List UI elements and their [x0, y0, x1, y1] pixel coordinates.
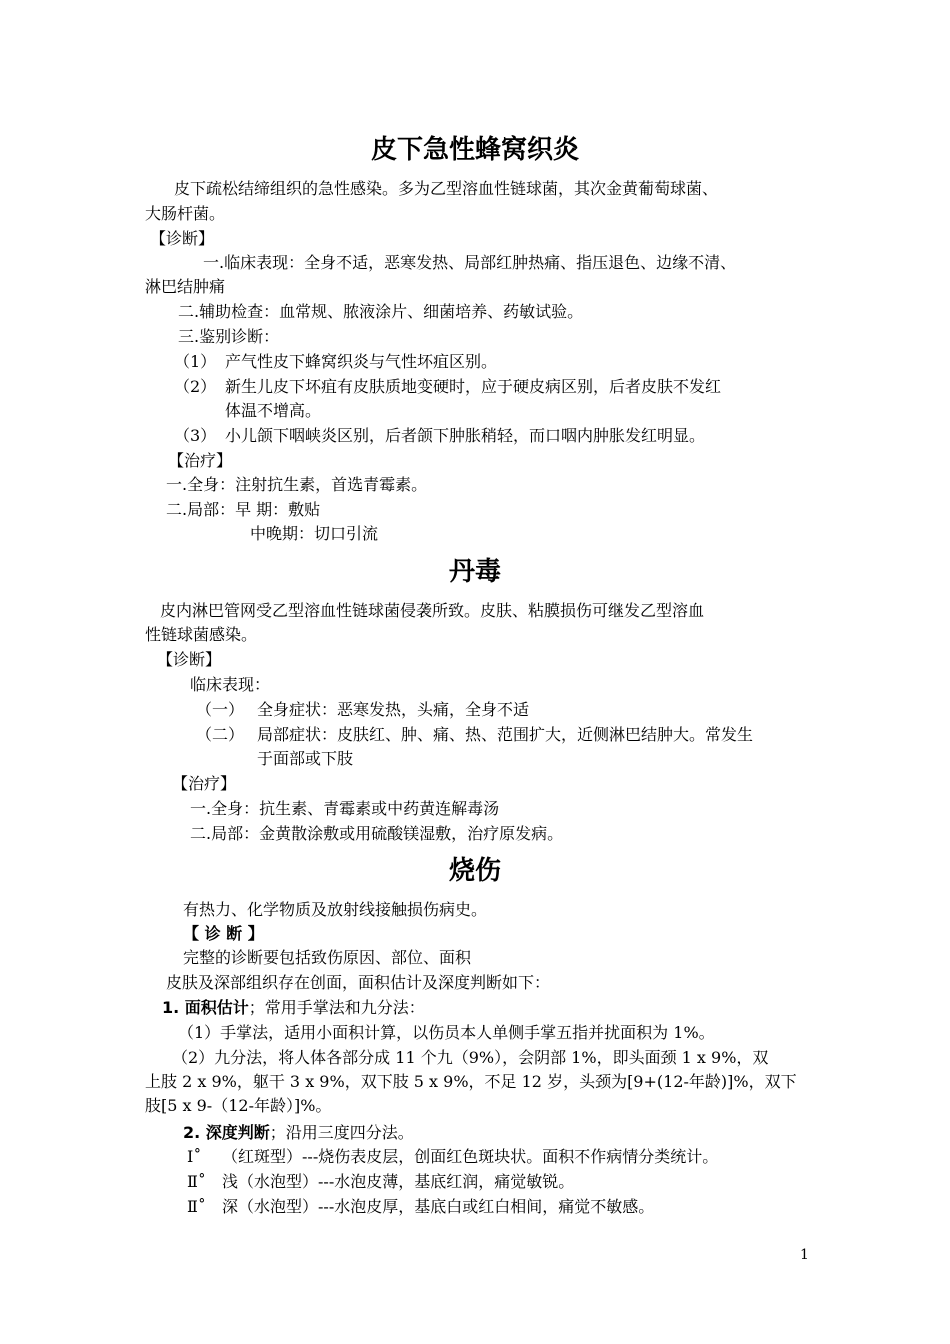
burn-degree-label: Ⅱ˚ — [187, 1197, 206, 1216]
paragraph-line: 皮肤及深部组织存在创面，面积估计及深度判断如下： — [166, 973, 551, 992]
paragraph-line: 一.临床表现：全身不适，恶寒发热、局部红肿热痛、指压退色、边缘不清、 — [203, 253, 737, 272]
paragraph-line: 皮下疏松结缔组织的急性感染。多为乙型溶血性链球菌，其次金黄葡萄球菌、 — [174, 179, 719, 198]
list-item-text: 于面部或下肢 — [257, 749, 354, 768]
list-item-number: （一） — [196, 700, 245, 719]
section-title-erysipelas: 丹毒 — [448, 557, 501, 587]
page-number: 1 — [800, 1247, 809, 1263]
depth-judgement-label: 2. 深度判断 — [183, 1123, 270, 1142]
paragraph-line: 二.辅助检查：血常规、脓液涂片、细菌培养、药敏试验。 — [178, 302, 584, 321]
list-item-text: 全身症状：恶寒发热，头痛，全身不适 — [257, 700, 530, 719]
list-item-text: 新生儿皮下坏疽有皮肤质地变硬时，应于硬皮病区别，后者皮肤不发红 — [225, 377, 722, 396]
depth-judgement-text: ；沿用三度四分法。 — [269, 1123, 414, 1142]
list-item-text: 局部症状：皮肤红、肿、痛、热、范围扩大，近侧淋巴结肿大。常发生 — [257, 725, 754, 744]
list-item-number: （二） — [196, 725, 245, 744]
section-title-burns: 烧伤 — [448, 856, 501, 886]
burn-degree-label: Ⅰ˚ — [187, 1147, 202, 1166]
section-title-cellulitis: 皮下急性蜂窝织炎 — [370, 135, 579, 165]
burn-degree-text: 深（水泡型）---水泡皮厚，基底白或红白相间，痛觉不敏感。 — [222, 1197, 655, 1216]
paragraph-line: （1）手掌法，适用小面积计算，以伤员本人单侧手掌五指并扰面积为 1%。 — [178, 1023, 715, 1042]
section-heading-diagnosis: 【诊断】 — [150, 229, 215, 248]
paragraph-line: 有热力、化学物质及放射线接触损伤病史。 — [183, 900, 488, 919]
paragraph-line: 上肢 2 x 9%，躯干 3 x 9%，双下肢 5 x 9%，不足 12 岁，头颈为[9+(12-年龄)]%，双下 — [145, 1072, 797, 1091]
paragraph-line — [162, 997, 425, 1019]
area-estimation-label: 1. 面积估计 — [162, 998, 249, 1017]
area-estimation-text: ；常用手掌法和九分法： — [248, 998, 425, 1017]
burn-degree-label: Ⅱ˚ — [187, 1172, 206, 1191]
list-item-text: 体温不增高。 — [225, 401, 322, 420]
section-heading-treatment: 【治疗】 — [172, 774, 237, 793]
paragraph-line: 临床表现： — [190, 675, 271, 694]
paragraph-line: 淋巴结肿痛 — [145, 277, 226, 296]
paragraph-line: 一.全身：注射抗生素，首选青霉素。 — [166, 475, 428, 494]
paragraph-line: 完整的诊断要包括致伤原因、部位、面积 — [183, 948, 472, 967]
section-heading-treatment: 【治疗】 — [168, 451, 233, 470]
paragraph-line: 一.全身：抗生素、青霉素或中药黄连解毒汤 — [190, 799, 500, 818]
list-item-number: （3） — [174, 426, 217, 445]
list-item-number: （1） — [174, 352, 217, 371]
list-item-text: 产气性皮下蜂窝织炎与气性坏疽区别。 — [225, 352, 498, 371]
paragraph-line: 性链球菌感染。 — [145, 625, 258, 644]
paragraph-line: 肢[5 x 9-（12-年龄）]%。 — [145, 1096, 332, 1115]
list-item-text: 小儿颌下咽峡炎区别，后者颌下肿胀稍轻，而口咽内肿胀发红明显。 — [225, 426, 706, 445]
list-item-number: （2） — [174, 377, 217, 396]
paragraph-line: 二.局部：金黄散涂敷或用硫酸镁湿敷，治疗原发病。 — [190, 824, 564, 843]
section-heading-diagnosis: 【诊断】 — [157, 650, 222, 669]
paragraph-line: 三.鉴别诊断： — [178, 327, 280, 346]
paragraph-line: （2）九分法，将人体各部分成 11 个九（9%），会阴部 1%，即头面颈 1 x 9%，双 — [172, 1048, 769, 1067]
paragraph-line: 中晚期：切口引流 — [250, 524, 379, 543]
paragraph-line: 皮内淋巴管网受乙型溶血性链球菌侵袭所致。皮肤、粘膜损伤可继发乙型溶血 — [160, 601, 705, 620]
paragraph-line: 大肠杆菌。 — [145, 204, 226, 223]
burn-degree-text: （红斑型）---烧伤表皮层，创面红色斑块状。面积不作病情分类统计。 — [222, 1147, 719, 1166]
burn-degree-text: 浅（水泡型）---水泡皮薄，基底红润，痛觉敏锐。 — [222, 1172, 575, 1191]
section-heading-diagnosis: 【 诊 断 】 — [183, 924, 264, 943]
paragraph-line — [183, 1122, 414, 1144]
paragraph-line: 二.局部：早 期：敷贴 — [166, 500, 321, 519]
